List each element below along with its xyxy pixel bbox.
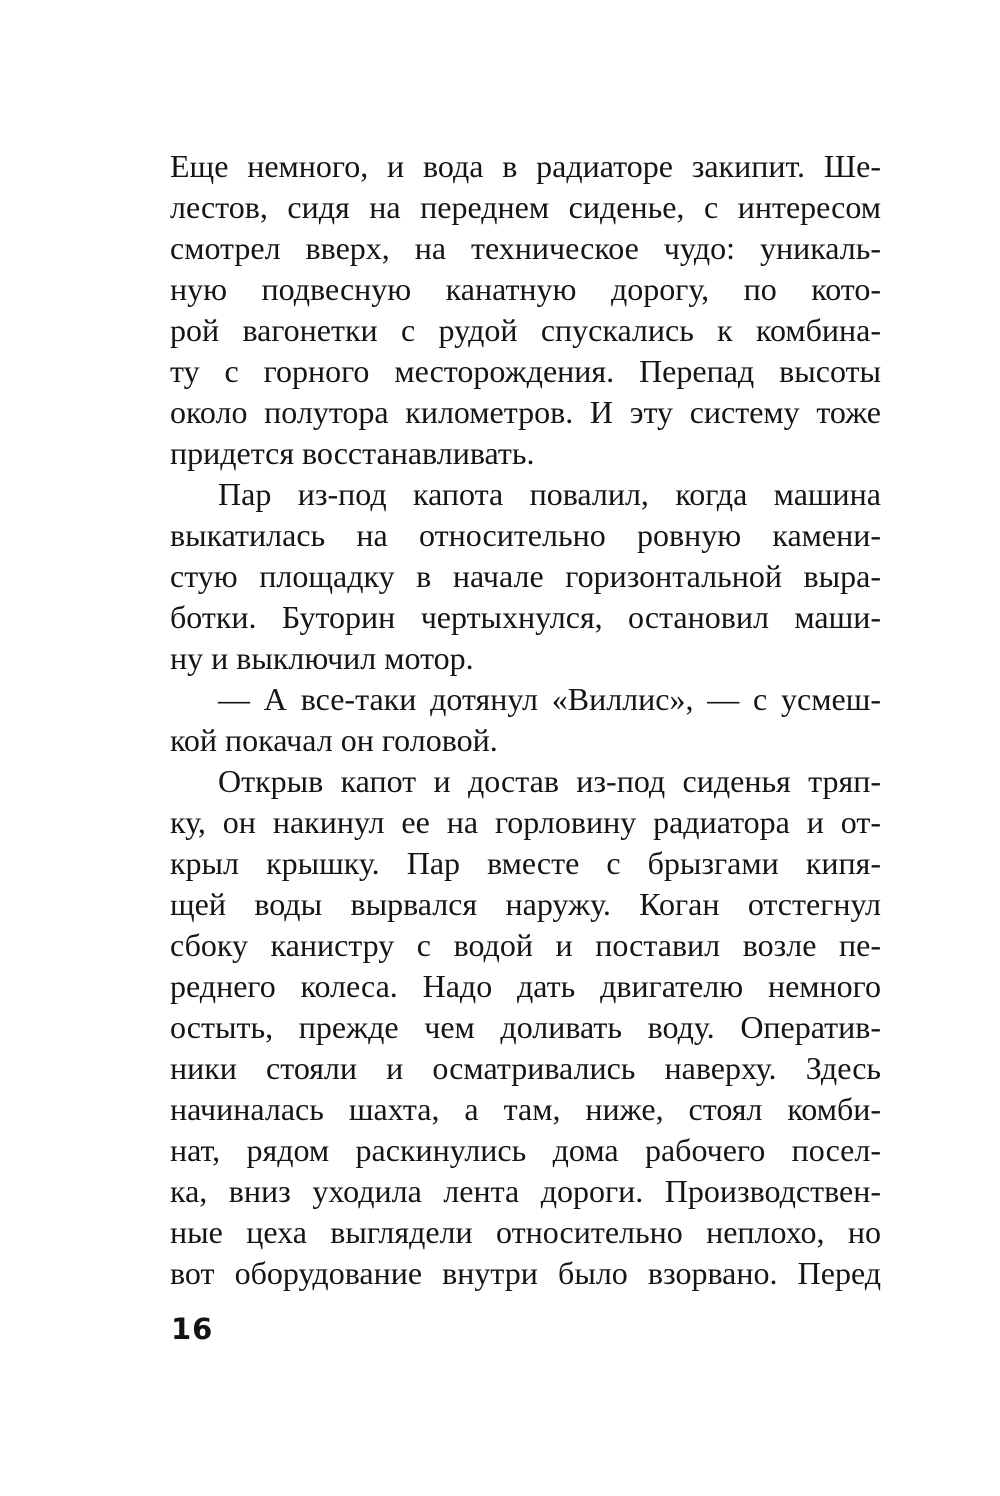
text-line: — А все-таки дотянул «Виллис», — с усмеш- [218,681,881,717]
text-line: щей воды вырвался наружу. Коган отстегнул [170,886,881,922]
text-line: около полутора километров. И эту систему тоже [170,394,881,430]
text-line: сбоку канистру с водой и поставил возле пе- [170,927,881,963]
text-line: ту с горного месторождения. Перепад высоты [170,353,881,389]
text-line: ботки. Буторин чертыхнулся, остановил маши- [170,599,881,635]
paragraph [170,761,881,1294]
paragraph [170,679,881,761]
page-text [170,146,881,1294]
text-line: рой вагонетки с рудой спускались к комбина- [170,312,881,348]
text-line: Открыв капот и достав из-под сиденья тряп- [218,763,881,799]
text-line: вот оборудование внутри было взорвано. Перед [170,1255,881,1291]
text-line: стую площадку в начале горизонтальной выра- [170,558,881,594]
text-line: крыл крышку. Пар вместе с брызгами кипя- [170,845,881,881]
text-line: ну и выключил мотор. [170,640,474,676]
text-line: ку, он накинул ее на горловину радиатора и от- [170,804,881,840]
text-line: нат, рядом раскинулись дома рабочего посел- [170,1132,881,1168]
text-line: придется восстанавливать. [170,435,535,471]
text-line: ка, вниз уходила лента дороги. Производствен- [170,1173,881,1209]
paragraph [170,474,881,679]
text-line: кой покачал он головой. [170,722,498,758]
text-line: смотрел вверх, на техническое чудо: уникаль- [170,230,881,266]
text-line: выкатилась на относительно ровную камени- [170,517,881,553]
text-line: лестов, сидя на переднем сиденье, с интересом [170,189,881,225]
text-line: ную подвесную канатную дорогу, по кото- [170,271,881,307]
text-line: ники стояли и осматривались наверху. Здесь [170,1050,881,1086]
text-line: ные цеха выглядели относительно неплохо, но [170,1214,881,1250]
text-line: реднего колеса. Надо дать двигателю немного [170,968,881,1004]
text-line: остыть, прежде чем доливать воду. Оператив- [170,1009,881,1045]
text-line: Еще немного, и вода в радиаторе закипит. Ше- [170,148,881,184]
text-line: Пар из-под капота повалил, когда машина [218,476,881,512]
paragraph [170,146,881,474]
page-number: 16 [171,1312,214,1346]
text-line: начиналась шахта, а там, ниже, стоял комби- [170,1091,881,1127]
